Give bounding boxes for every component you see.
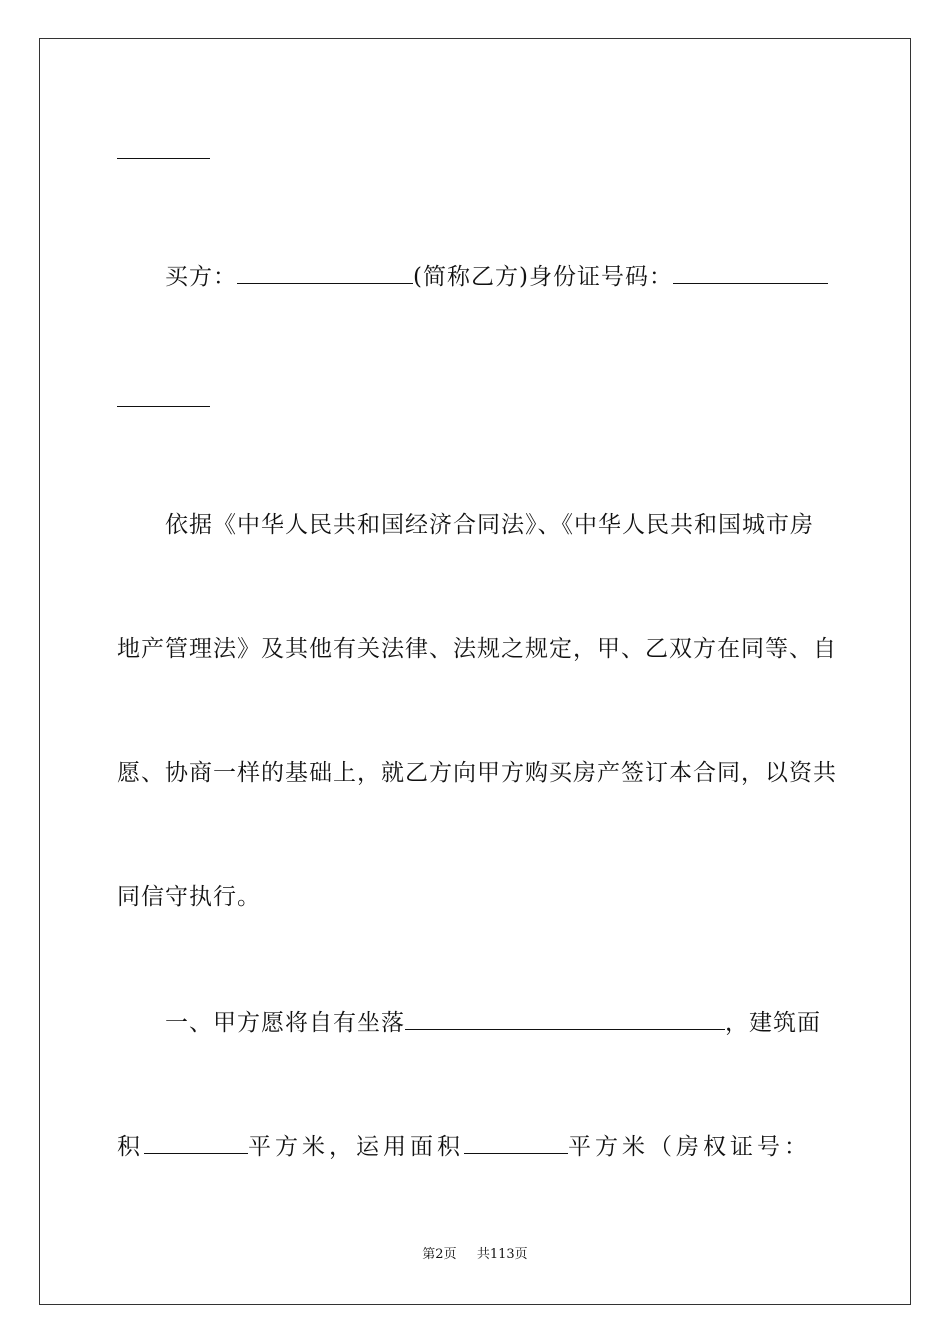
total-pages: 共113页 [476,1247,528,1262]
buyer-line [165,262,828,292]
buyer-id-label: (简称乙方)身份证号码： [413,264,673,290]
page-footer [0,1246,950,1264]
clause1-start: 一、甲方愿将自有坐落 [165,1010,405,1036]
building-area-blank [144,1133,248,1154]
page-number: 第2页 [422,1247,457,1262]
usable-area-blank [464,1133,568,1154]
para1-line1: 依据《中华人民共和国经济合同法》、《中华人民共和国城市房 [165,512,814,538]
para1-line2: 地产管理法》及其他有关法律、法规之规定，甲、乙双方在同等、自 [117,636,837,662]
blank-line-top [117,158,210,159]
location-blank [405,1009,725,1030]
buyer-label: 买方： [165,264,237,290]
buyer-name-blank [237,263,413,284]
clause1-end: ，建筑面 [725,1010,821,1036]
area-label: 积 [117,1134,144,1160]
usable-area-label: 平方米，运用面积 [248,1134,464,1160]
para1-line3: 愿、协商一样的基础上，就乙方向甲方购买房产签订本合同，以资共 [117,760,837,786]
para1-line4: 同信守执行。 [117,884,261,910]
page-border [39,38,911,1305]
clause1-line1 [165,1008,821,1038]
certificate-label: 平方米（房权证号： [568,1134,811,1160]
blank-line-second [117,406,210,407]
buyer-id-blank [673,263,828,284]
clause1-line2 [117,1132,811,1162]
